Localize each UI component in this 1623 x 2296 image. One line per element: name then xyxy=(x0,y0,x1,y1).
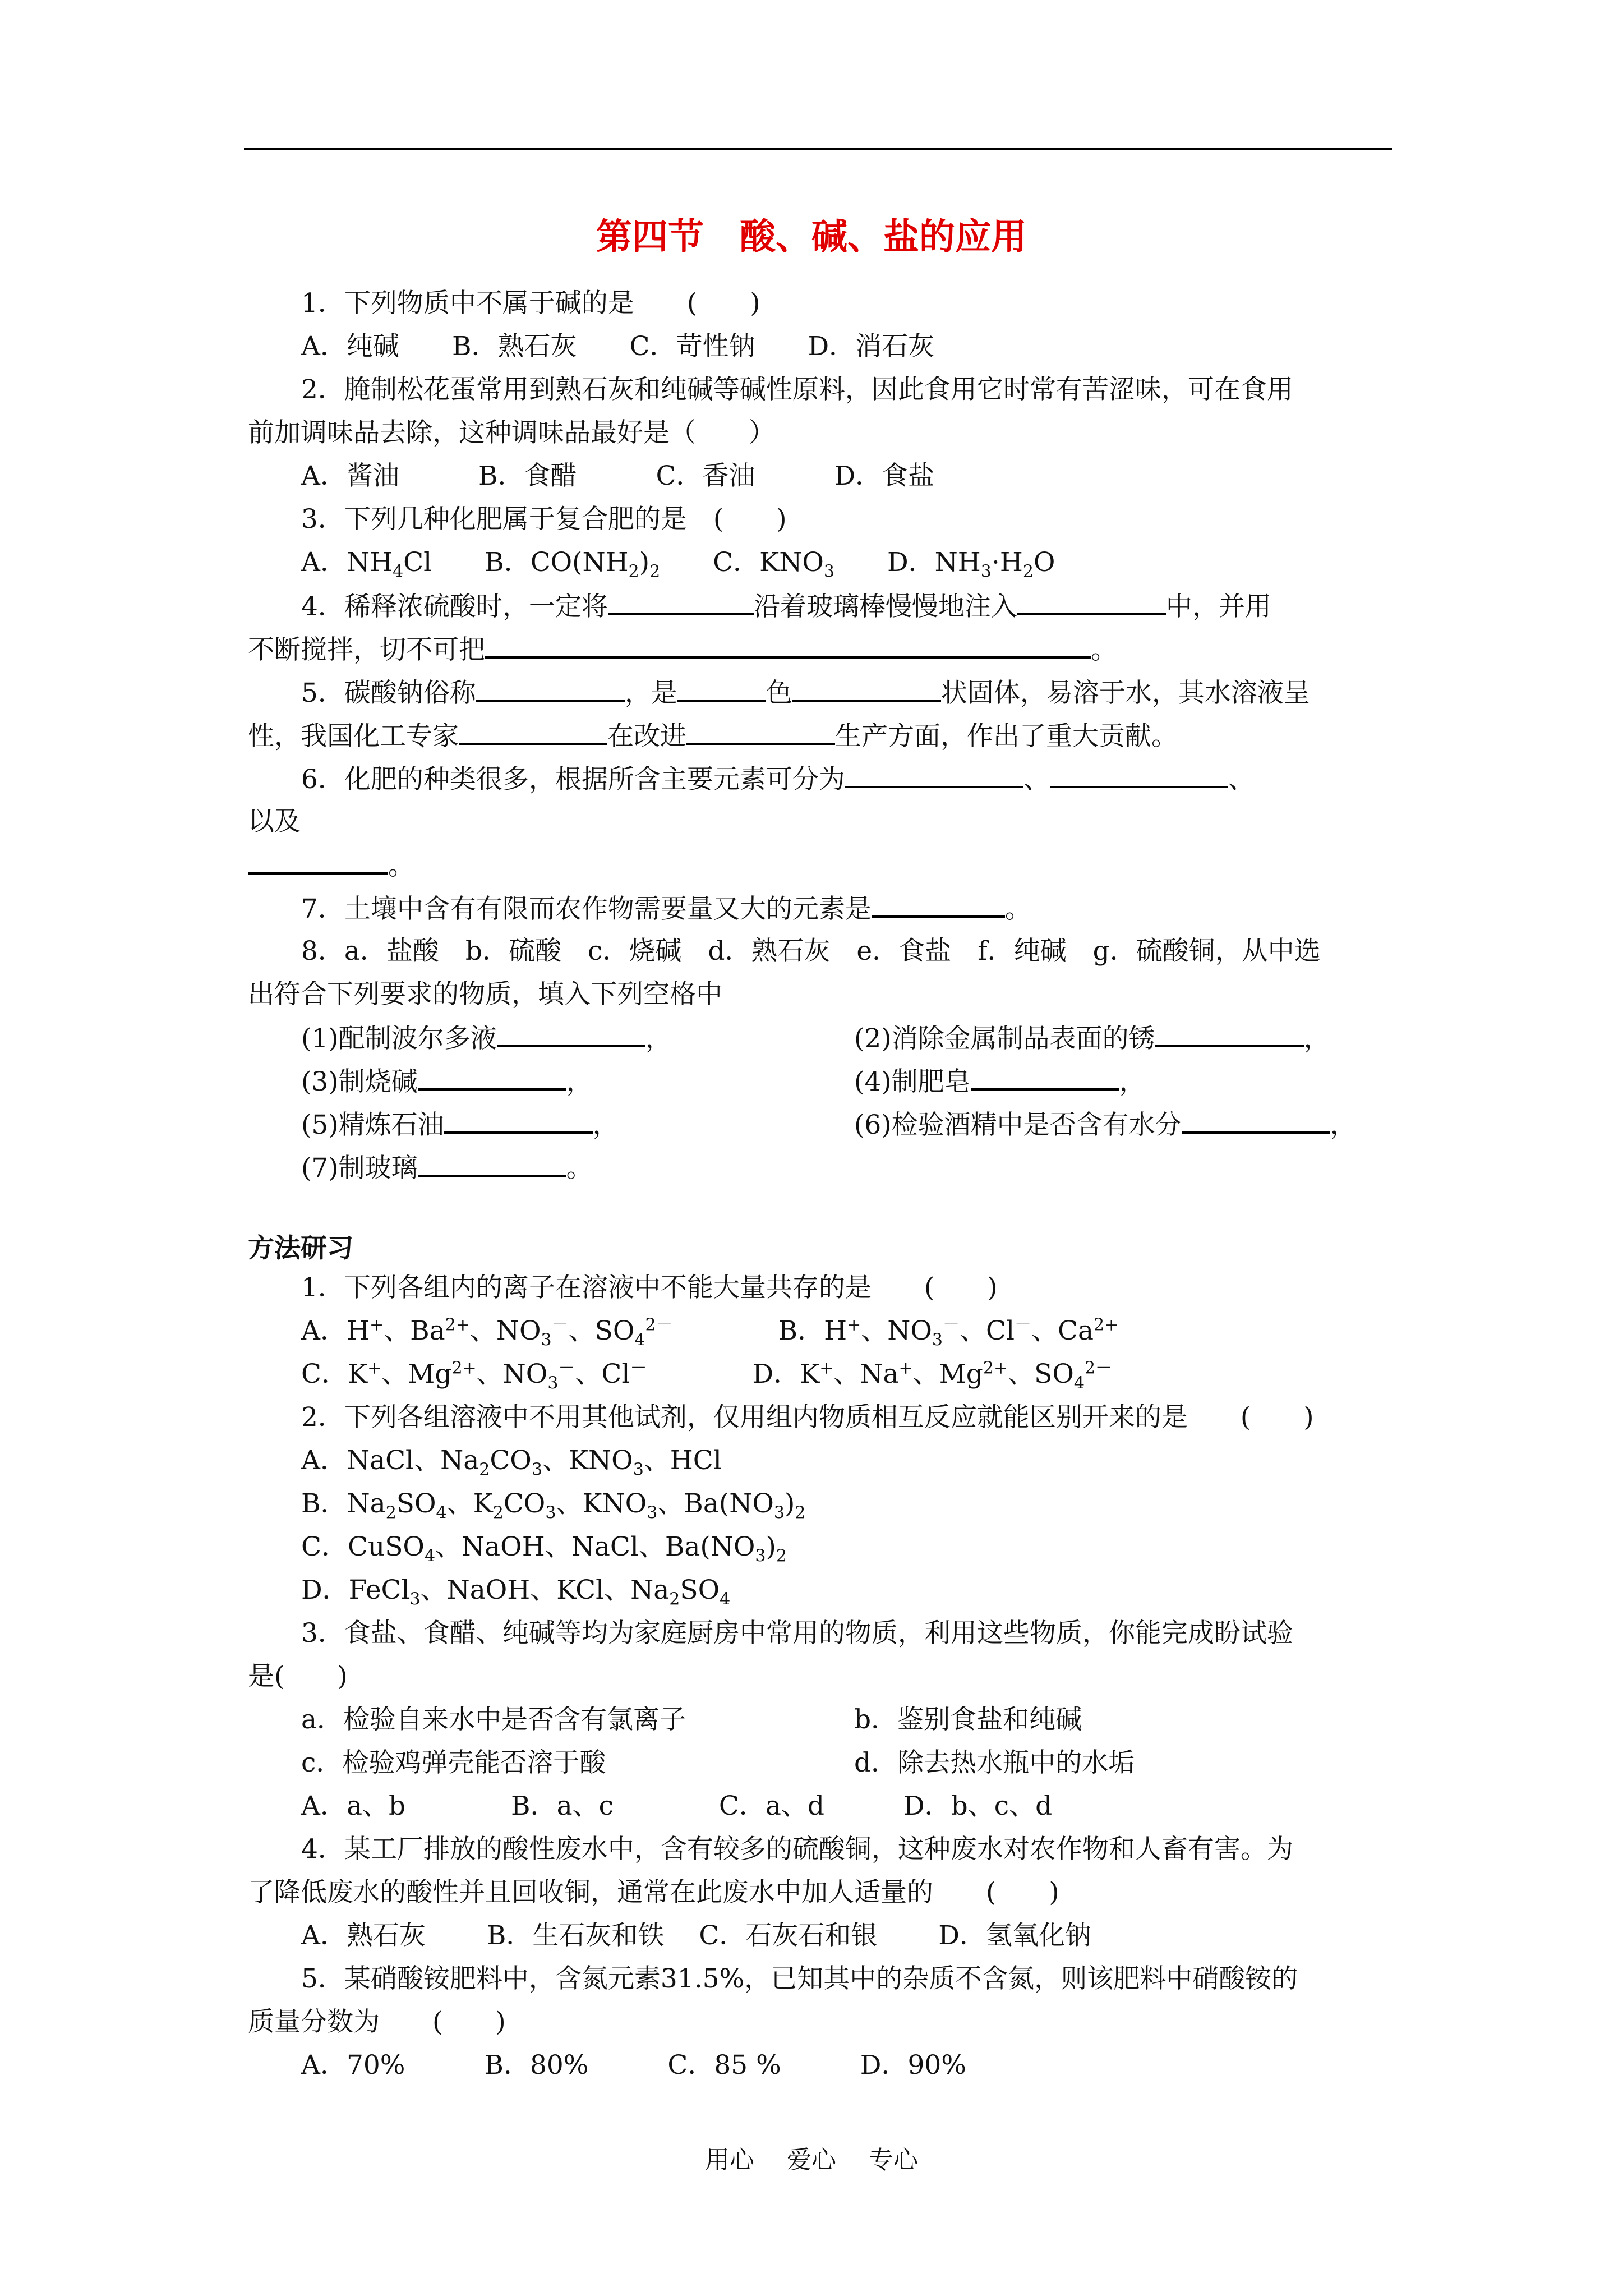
s1-q8-item4: (4)制肥皂 ， xyxy=(854,1064,1146,1099)
s2-q3-options: A．a、b B．a、c C．a、d D．b、c、d xyxy=(301,1791,1053,1821)
s1-q8-line1: 8．a．盐酸 b．硫酸 c．烧碱 d．熟石灰 e．食盐 f．纯碱 g．硫酸铜，从中选 xyxy=(301,936,1321,967)
s1-q8-item2: (2)消除金属制品表面的锈 ， xyxy=(854,1020,1330,1056)
blank[interactable] xyxy=(459,718,607,745)
blank[interactable] xyxy=(872,891,1005,918)
s2-q2-opt-d: D．FeCl$_3$、NaOH、KCl、$Na_2SO_4$ xyxy=(301,1575,731,1609)
blank[interactable] xyxy=(1050,761,1228,788)
page-footer: 用心 爱心 专心 xyxy=(705,2146,918,2174)
blank[interactable] xyxy=(792,675,941,702)
blank[interactable] xyxy=(485,632,1091,659)
s2-q3-line2: 是( ) xyxy=(248,1661,348,1692)
s2-q5-line1: 5．某硝酸铵肥料中，含氮元素31.5%，已知其中的杂质不含氮，则该肥料中硝酸铵的 xyxy=(301,1963,1298,1994)
s1-q4-line2: 不断搅拌，切不可把 。 xyxy=(248,632,1117,668)
header-rule xyxy=(244,148,1392,150)
s1-q8-item1: (1)配制波尔多液 ， xyxy=(301,1020,672,1056)
s2-q2-opt-a: A．NaCl、$Na_2CO_3$、$KNO_3$、HCl xyxy=(301,1445,722,1480)
s1-q1: 1．下列物质中不属于碱的是 ( ) xyxy=(301,288,760,319)
s1-q4-line1: 4．稀释浓硫酸时，一定将 沿着玻璃棒慢慢地注入 中，并用 xyxy=(301,588,1271,624)
section-heading: 方法研习 xyxy=(248,1233,353,1264)
s2-q5-options: A．70% B．80% C．85 % D．90% xyxy=(301,2050,966,2081)
blank[interactable] xyxy=(1155,1020,1304,1047)
blank[interactable] xyxy=(1017,588,1166,615)
blank[interactable] xyxy=(686,718,835,745)
s1-q6-line2: 以及 xyxy=(248,806,301,837)
s1-q8-item3: (3)制烧碱 ， xyxy=(301,1064,593,1099)
s2-q5-line2: 质量分数为 ( ) xyxy=(248,2007,506,2037)
s2-q3-item-a: a．检验自来水中是否含有氯离子 xyxy=(301,1704,686,1735)
s2-q4-options: A．熟石灰 B．生石灰和铁 C．石灰石和银 D．氢氧化钠 xyxy=(301,1920,1091,1951)
s1-q5-line2: 性，我国化工专家 在改进 生产方面，作出了重大贡献。 xyxy=(248,718,1178,754)
s2-q2: 2．下列各组溶液中不用其他试剂，仅用组内物质相互反应就能区别开来的是 ( ) xyxy=(301,1402,1314,1433)
blank[interactable] xyxy=(845,761,1023,788)
s1-q3-options: A．$NH_4Cl$ B．$CO(NH_2)_2$ C．$KNO_3$ D．$NH_3\cdot H_2O$ xyxy=(301,547,1055,582)
s2-q3-item-b: b．鉴别食盐和纯碱 xyxy=(854,1704,1082,1735)
s1-q8-item5: (5)精炼石油 ， xyxy=(301,1107,619,1143)
s1-q8-item7: (7)制玻璃 。 xyxy=(301,1150,593,1186)
s2-q1: 1．下列各组内的离子在溶液中不能大量共存的是 ( ) xyxy=(301,1272,998,1303)
blank[interactable] xyxy=(418,1150,566,1177)
s1-q5-line1: 5．碳酸钠俗称 ，是 色 状固体，易溶于水，其水溶液呈 xyxy=(301,675,1310,711)
blank[interactable] xyxy=(248,848,388,875)
s2-q2-opt-c: C．CuSO$_4$、NaOH、NaCl、$Ba(NO_3)_2$ xyxy=(301,1531,787,1566)
s2-q1-opts-ab: A．H+、$Ba^{2+}$、$NO_3^-$、$SO_4^{2-}$ B．H+、$NO_3^-$、Cl－、$Ca^{2+}$ xyxy=(301,1315,1119,1350)
blank[interactable] xyxy=(1182,1107,1330,1134)
page-title: 第四节 酸、碱、盐的应用 xyxy=(596,216,1027,258)
s2-q1-opts-cd: C．K+、$Mg^{2+}$、$NO_3^-$、Cl－ D．K+、Na+、$Mg^{2+}$、$SO_4^{2-}$ xyxy=(301,1358,1113,1393)
s1-q2-line1: 2．腌制松花蛋常用到熟石灰和纯碱等碱性原料，因此食用它时常有苦涩味，可在食用 xyxy=(301,374,1293,405)
blank[interactable] xyxy=(476,675,625,702)
s1-q8-line2: 出符合下列要求的物质，填入下列空格中 xyxy=(248,979,722,1010)
s2-q3-item-c: c．检验鸡弹壳能否溶于酸 xyxy=(301,1747,606,1778)
s2-q3-line1: 3．食盐、食醋、纯碱等均为家庭厨房中常用的物质，利用这些物质，你能完成盼试验 xyxy=(301,1618,1293,1649)
s1-q3: 3．下列几种化肥属于复合肥的是 ( ) xyxy=(301,504,787,535)
s1-q2-options: A．酱油 B．食醋 C．香油 D．食盐 xyxy=(301,461,935,491)
s1-q6-line1: 6．化肥的种类很多，根据所含主要元素可分为 、 、 xyxy=(301,761,1255,797)
s1-q6-line3: 。 xyxy=(248,848,414,884)
blank[interactable] xyxy=(971,1064,1119,1091)
s1-q8-item6: (6)检验酒精中是否含有水分 ， xyxy=(854,1107,1357,1143)
blank[interactable] xyxy=(608,588,754,615)
blank[interactable] xyxy=(677,675,766,702)
s2-q4-line2: 了降低废水的酸性并且回收铜，通常在此废水中加人适量的 ( ) xyxy=(248,1877,1059,1908)
s2-q4-line1: 4．某工厂排放的酸性废水中，含有较多的硫酸铜，这种废水对农作物和人畜有害。为 xyxy=(301,1834,1293,1865)
s1-q2-line2: 前加调味品去除，这种调味品最好是（ ） xyxy=(248,417,775,448)
blank[interactable] xyxy=(418,1064,566,1091)
blank[interactable] xyxy=(444,1107,593,1134)
s2-q2-opt-b: B．$Na_2SO_4$、$K_2CO_3$、$KNO_3$、$Ba(NO_3)_2$ xyxy=(301,1488,806,1523)
s1-q1-options: A．纯碱 B．熟石灰 C．苛性钠 D．消石灰 xyxy=(301,331,935,362)
s2-q3-item-d: d．除去热水瓶中的水垢 xyxy=(854,1747,1135,1778)
s1-q7: 7．土壤中含有有限而农作物需要量又大的元素是 。 xyxy=(301,891,1031,927)
blank[interactable] xyxy=(497,1020,645,1047)
